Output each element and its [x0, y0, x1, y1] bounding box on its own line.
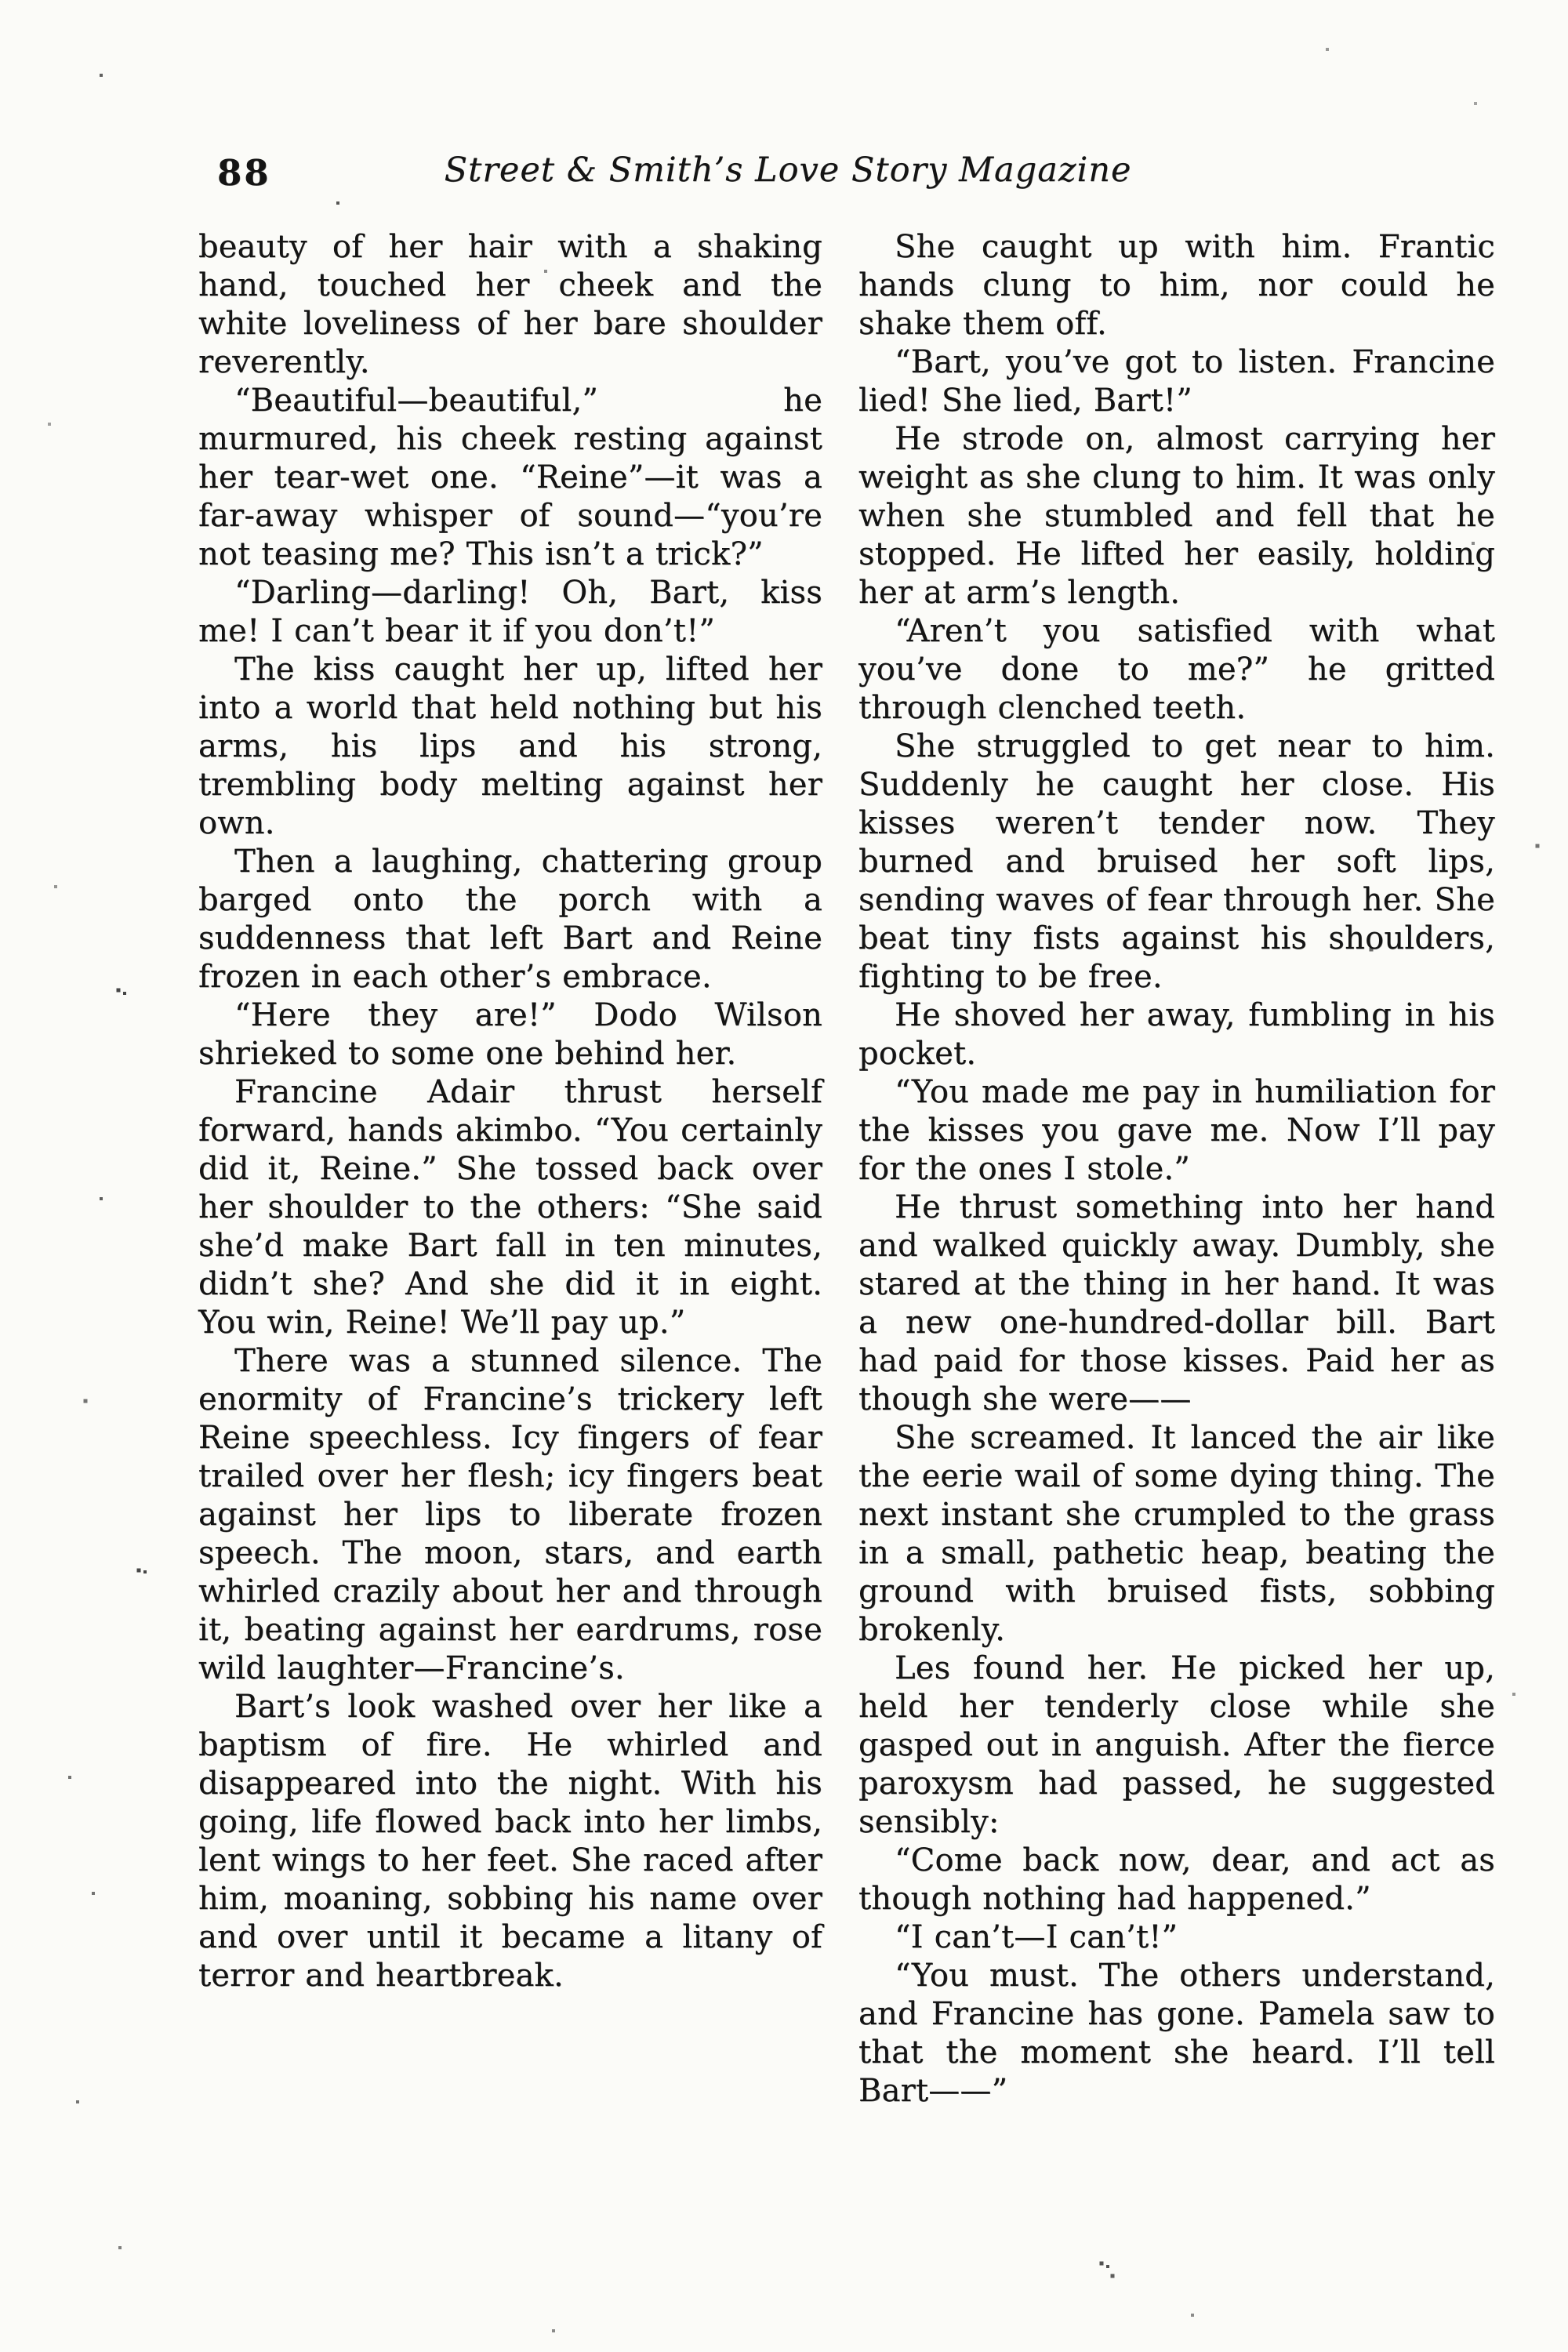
paragraph: “Darling—darling! Oh, Bart, kiss me! I can’t bear it if you don’t!”	[198, 575, 822, 649]
column-right	[858, 228, 1495, 2111]
paragraph: Then a laughing, chattering group barged onto the porch with a suddenness that left Bart and Reine frozen in each other’s embrace.	[198, 844, 822, 995]
paragraph: He thrust something into her hand and walked quickly away. Dumbly, she stared at the thing in her hand. It was a new one-hundred-dollar bill. Bart had paid for those kisses. Paid her as though she were——	[858, 1189, 1495, 1417]
paragraph: “You must. The others understand, and Francine has gone. Pamela saw to that the moment she heard. I’ll tell Bart——”	[858, 1958, 1495, 2109]
paragraph: Bart’s look washed over her like a baptism of fire. He whirled and disappeared into the night. With his going, life flowed back into her limbs, lent wings to her feet. She raced after him, moaning, sobbing his name over and over until it became a litany of terror and heartbreak.	[198, 1689, 822, 1994]
paragraph: “You made me pay in humiliation for the kisses you gave me. Now I’ll pay for the ones I stole.”	[858, 1074, 1495, 1187]
paragraph: She struggled to get near to him. Suddenly he caught her close. His kisses weren’t tender now. They burned and bruised her soft lips, sending waves of fear through her. She beat tiny fists against his shoulders, fighting to be free.	[858, 728, 1495, 995]
paragraph: “Aren’t you satisfied with what you’ve done to me?” he gritted through clenched teeth.	[858, 613, 1495, 726]
paragraph: He strode on, almost carrying her weight as she clung to him. It was only when she stumbled and fell that he stopped. He lifted her easily, holding her at arm’s length.	[858, 421, 1495, 611]
paragraph: “Beautiful—beautiful,” he murmured, his cheek resting against her tear-wet one. “Reine”—it was a far-away whisper of sound—“you’re not teasing me? This isn’t a trick?”	[198, 383, 822, 572]
paragraph: “Come back now, dear, and act as though nothing had happened.”	[858, 1842, 1495, 1917]
paragraph: Francine Adair thrust herself forward, hands akimbo. “You certainly did it, Reine.” She tossed back over her shoulder to the others: “She said she’d make Bart fall in ten minutes, didn’t she? And she did it in eight. You win, Reine! We’ll pay up.”	[198, 1074, 822, 1341]
paragraph: Les found her. He picked her up, held her tenderly close while she gasped out in anguish. After the fierce paroxysm had passed, he suggested sensibly:	[858, 1650, 1495, 1840]
page-number: 88	[217, 152, 271, 194]
running-head	[0, 151, 1568, 201]
paragraph: He shoved her away, fumbling in his pocket.	[858, 997, 1495, 1072]
paragraph: She caught up with him. Frantic hands clung to him, nor could he shake them off.	[858, 229, 1495, 342]
paragraph: The kiss caught her up, lifted her into a world that held nothing but his arms, his lips and his strong, trembling body melting against her own.	[198, 652, 822, 841]
text-columns	[198, 228, 1495, 2111]
paragraph: beauty of her hair with a shaking hand, touched her cheek and the white loveliness of her bare shoulder reverently.	[198, 229, 822, 380]
paragraph: She screamed. It lanced the air like the eerie wail of some dying thing. The next instant she crumpled to the grass in a small, pathetic heap, beating the ground with bruised fists, sobbing brokenly.	[858, 1420, 1495, 1648]
paragraph: “Here they are!” Dodo Wilson shrieked to some one behind her.	[198, 997, 822, 1072]
scan-noise	[0, 0, 2, 2]
paragraph: “Bart, you’ve got to listen. Francine lied! She lied, Bart!”	[858, 344, 1495, 419]
magazine-title: Street & Smith’s Love Story Magazine	[444, 151, 1132, 190]
paragraph: “I can’t—I can’t!”	[895, 1919, 1178, 1955]
column-left	[198, 228, 822, 2111]
paragraph: There was a stunned silence. The enormity of Francine’s trickery left Reine speechless. Icy fingers of fear trailed over her flesh; icy fingers beat against her lips to liberate frozen speech. The moon, stars, and earth whirled crazily about her and through it, beating against her eardrums, rose wild laughter—Francine’s.	[198, 1343, 822, 1686]
